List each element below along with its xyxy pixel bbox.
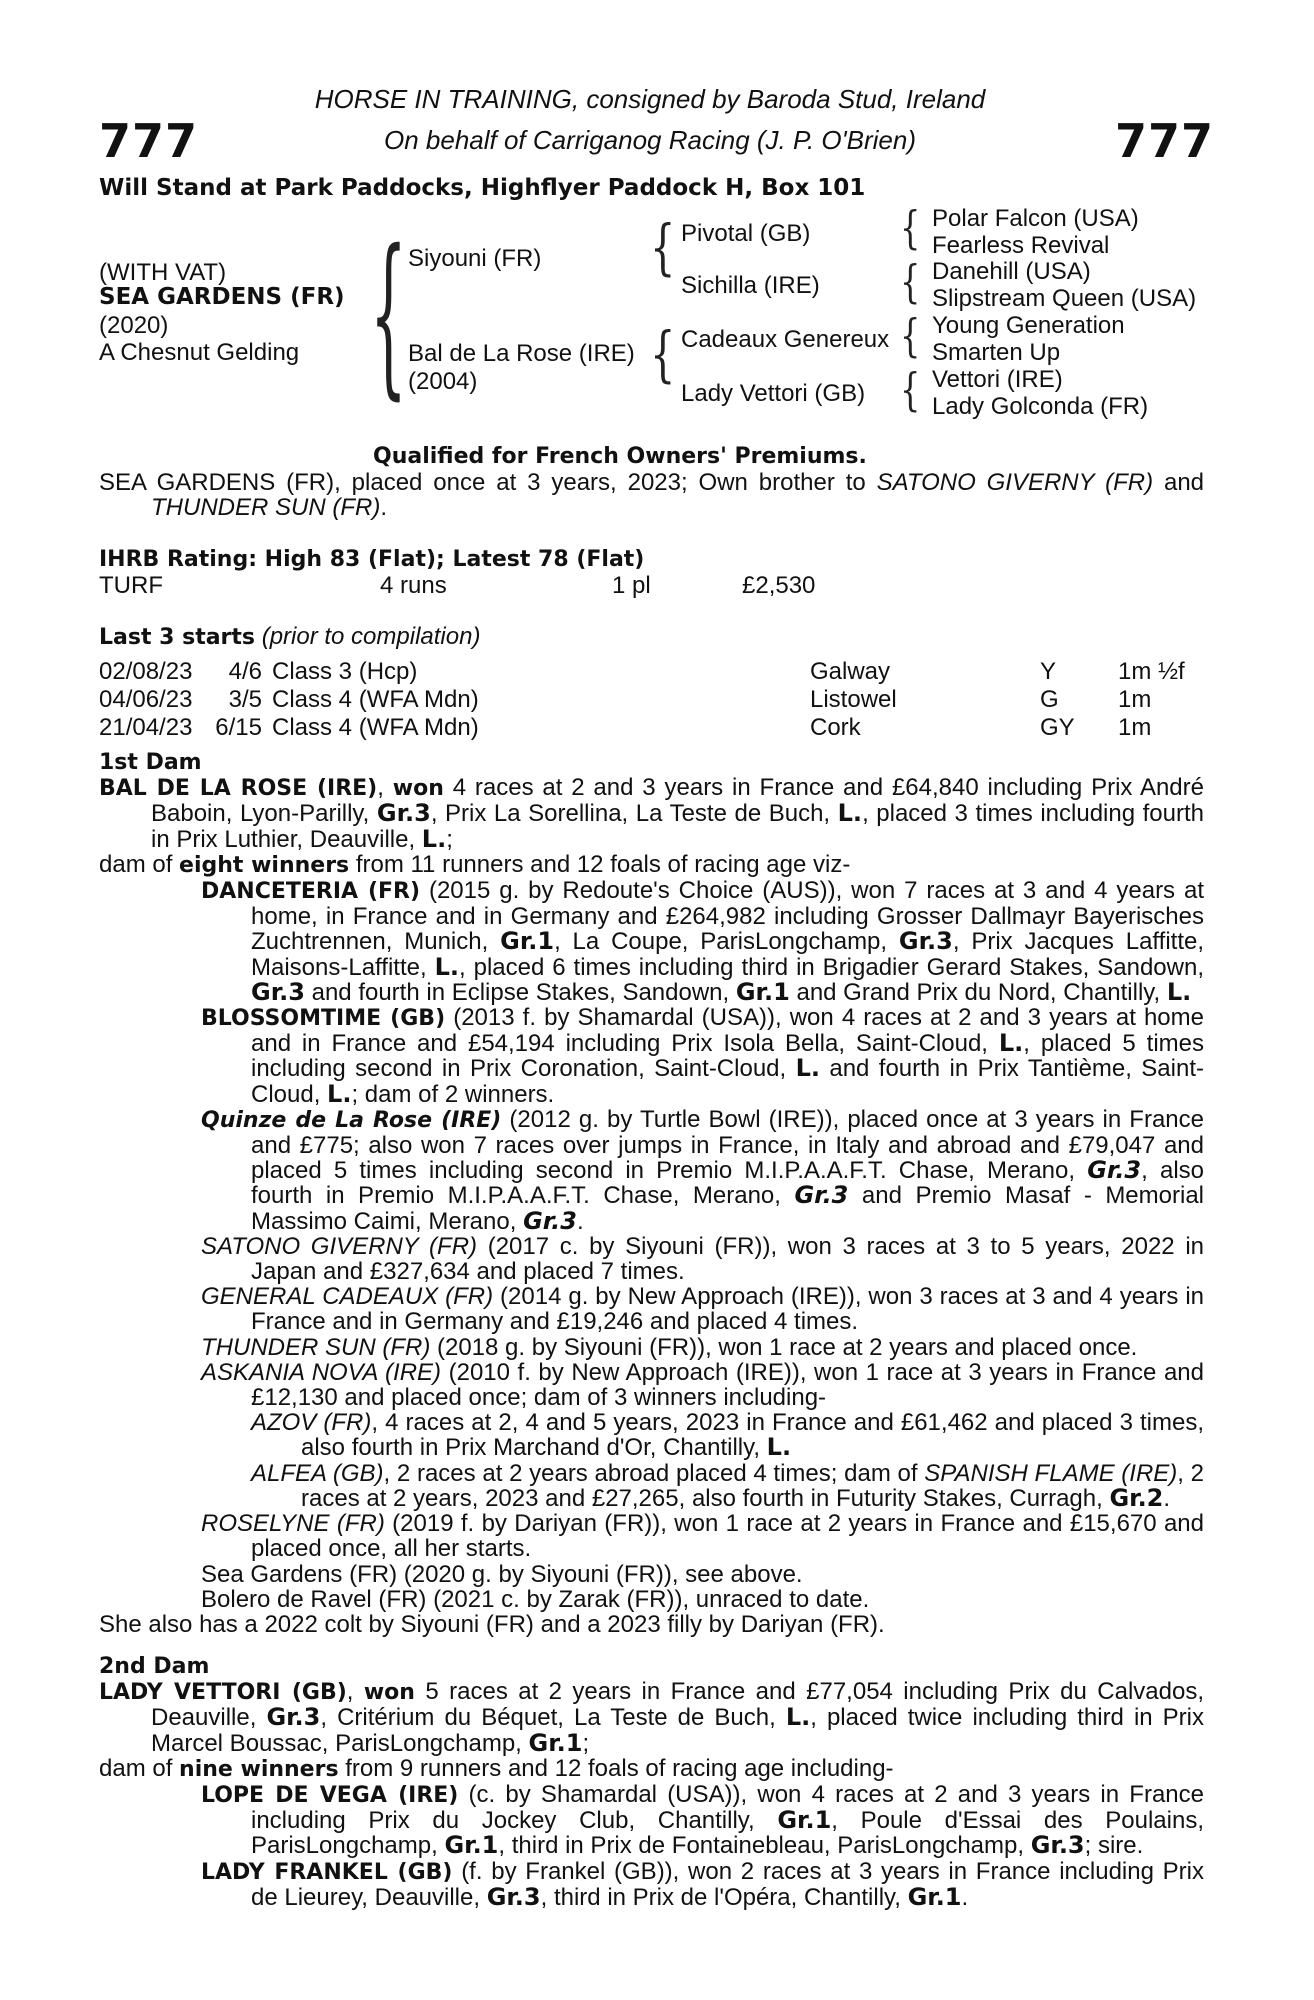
first-dam-won: won (392, 776, 444, 802)
start-date: 04/06/23 (99, 686, 193, 713)
grade-label: Gr.3 (251, 977, 305, 1006)
pedigree-sdd: Slipstream Queen (USA) (932, 285, 1197, 312)
summary-end: . (380, 494, 387, 522)
progeny-lady-frankel (99, 1859, 1204, 1910)
listed-label: L. (837, 799, 863, 828)
grade-label: Gr.3 (898, 927, 953, 956)
start-position: 3/5 (228, 686, 262, 713)
pedigree-brace-ds: { (900, 309, 921, 363)
pedigree-sds: Danehill (USA) (932, 258, 1091, 285)
horse-year: (2020) (99, 312, 169, 339)
lot-number-right: 777 (1115, 114, 1215, 168)
lot-number-left: 777 (99, 114, 199, 168)
horse-name: SEA GARDENS (FR) (99, 284, 345, 310)
pedigree-dam-dam: Lady Vettori (GB) (681, 380, 866, 407)
start-distance: 1m (1118, 686, 1152, 713)
text-run: , 2 races at 2 years abroad placed 4 times; dam of (383, 1459, 925, 1487)
rating-runs: 4 runs (380, 572, 447, 599)
pedigree-brace-sd: { (900, 255, 921, 309)
summary-text: SEA GARDENS (FR), placed once at 3 years, 2023; Own brother to (99, 469, 877, 496)
behalf-line: On behalf of Carriganog Racing (J. P. O'Brien) (384, 125, 916, 155)
summary-paragraph (99, 470, 1204, 520)
start-course: Listowel (810, 686, 897, 713)
text-run: , placed 3 times including fourth in Prix Luthier, Deauville, (151, 800, 1204, 853)
grade-label: Gr.1 (528, 1728, 583, 1757)
text-run: dam of (99, 1754, 180, 1782)
grade-label: Gr.1 (500, 927, 555, 956)
first-dam-heading: 1st Dam (99, 750, 202, 775)
last-starts-note: (prior to compilation) (261, 623, 481, 650)
listed-label: L. (434, 952, 459, 981)
text-run: , 2 races at 2 years, 2023 and £27,265, also fourth in Futurity Stakes, Curragh, (301, 1459, 1205, 1512)
text-run: from 9 runners and 12 foals of racing age including- (338, 1754, 894, 1782)
progeny-roselyne (99, 1511, 1204, 1561)
text-run: , 4 races at 2, 4 and 5 years, 2023 in France and £61,462 and placed 3 times, also fourth in Prix Marchand d'Or, Chantilly, (301, 1409, 1204, 1462)
text-run: 5 races at 2 years in France and £77,054 including Prix du Calvados, Deauville, (151, 1678, 1204, 1732)
second-dam-won: won (363, 1680, 415, 1706)
text-run: (2014 g. by New Approach (IRE)), won 3 races at 3 and 4 years in France and in Germany and £19,246 and placed 4 times. (251, 1283, 1204, 1336)
pedigree-brace-dd: { (900, 363, 921, 417)
start-course: Cork (810, 714, 861, 741)
listed-label: L. (785, 1703, 811, 1732)
progeny-name: SPANISH FLAME (IRE) (924, 1459, 1178, 1487)
pedigree-dam: Bal de La Rose (IRE) (408, 340, 635, 367)
listed-label: L. (327, 1079, 352, 1108)
text-run: and fourth in Prix Tantième, Saint-Cloud, (251, 1055, 1204, 1108)
grade-label: Gr.1 (907, 1882, 962, 1911)
text-run: (2017 c. by Siyouni (FR)), won 3 races at 3 to 5 years, 2022 in Japan and £327,634 and placed 7 times. (251, 1232, 1205, 1286)
pedigree-dam-sire: Cadeaux Genereux (681, 326, 890, 353)
horse-description: A Chesnut Gelding (99, 339, 300, 366)
start-date: 21/04/23 (99, 714, 193, 741)
start-course: Galway (810, 658, 891, 685)
second-dam-name: LADY VETTORI (GB) (99, 1680, 347, 1706)
text-run: (2019 f. by Dariyan (FR)), won 1 race at 2 years in France and £15,670 and placed once, all her starts. (251, 1510, 1204, 1563)
listed-label: L. (1166, 977, 1192, 1006)
rating-earnings: £2,530 (742, 572, 816, 599)
first-dam-also: She also has a 2022 colt by Siyouni (FR) and a 2023 filly by Dariyan (FR). (99, 1610, 885, 1638)
premiums-note: Qualified for French Owners' Premiums. (373, 444, 867, 469)
progeny-thunder (99, 1335, 1204, 1360)
text-run: dam of (99, 850, 180, 878)
text-run: , third in Prix de Fontainebleau, ParisLongchamp, (498, 1832, 1031, 1860)
first-dam-dam-of (99, 852, 1204, 878)
pedigree-brace-dam: { (650, 320, 676, 390)
grade-label: Gr.3 (523, 1206, 577, 1235)
grade-label: Gr.3 (1030, 1831, 1085, 1860)
text-run: ; (582, 1729, 590, 1757)
text-run: . (961, 1883, 969, 1911)
progeny-askania (99, 1360, 1204, 1410)
text-run: (2015 g. by Redoute's Choice (AUS)), won 7 races at 3 and 4 years at home, in France and in Germany and £264,982 including Grosser Dallmayr Bayerisches Zuchtrennen, Munich, (251, 877, 1204, 956)
progeny-name: AZOV (FR) (251, 1409, 372, 1437)
text-run: and Premio Masaf - Memorial Massimo Caimi, Merano, (251, 1182, 1205, 1235)
winners-count: eight winners (179, 852, 350, 878)
text-run: ; sire. (1084, 1832, 1144, 1860)
progeny-name: ROSELYNE (FR) (201, 1510, 385, 1538)
text-run: , placed 6 times including third in Brigadier Gerard Stakes, Sandown, (459, 953, 1205, 981)
listed-label: L. (998, 1029, 1024, 1058)
start-going: GY (1040, 714, 1075, 741)
pedigree-brace-sire: { (650, 213, 676, 283)
progeny-name: SATONO GIVERNY (FR) (201, 1232, 478, 1260)
grade-label: Gr.3 (1087, 1156, 1142, 1185)
text-run: . (1163, 1484, 1171, 1512)
progeny-name: LOPE DE VEGA (IRE) (201, 1783, 459, 1809)
start-going: Y (1040, 658, 1057, 685)
text-run: from 11 runners and 12 foals of racing age viz- (349, 850, 851, 878)
pedigree-sire-dam: Sichilla (IRE) (681, 272, 820, 299)
vat-note: (WITH VAT) (99, 259, 227, 286)
text-run: (2010 f. by New Approach (IRE)), won 1 race at 3 years in France and £12,130 and placed once; dam of 3 winners including- (251, 1358, 1204, 1412)
progeny-name: DANCETERIA (FR) (201, 879, 421, 905)
table-row (99, 686, 1185, 714)
text-run: and Grand Prix du Nord, Chantilly, (789, 978, 1167, 1006)
grade-label: Gr.3 (266, 1703, 321, 1732)
sibling-thunder: THUNDER SUN (FR) (151, 494, 381, 522)
progeny-danceteria (99, 878, 1204, 1005)
text-run: (2012 g. by Turtle Bowl (IRE)), placed once at 3 years in France and £775; also won 7 races over jumps in France, in Italy and abroad and £79,047 and placed 5 times including second in Premio M.I.P.A.A.F.T. Chase, Merano, (251, 1105, 1204, 1185)
text-run: (f. by Frankel (GB)), won 2 races at 3 years in France including Prix de Lieurey, Deauville, (251, 1857, 1204, 1911)
table-row (99, 714, 1185, 742)
start-class: Class 4 (WFA Mdn) (272, 714, 479, 741)
rating-placed: 1 pl (612, 572, 651, 599)
grandprogeny-azov (99, 1410, 1204, 1460)
start-class: Class 3 (Hcp) (272, 658, 418, 685)
text-run: 4 races at 2 and 3 years in France and £64,840 including Prix André Baboin, Lyon-Parilly, (151, 774, 1204, 828)
text-run: (2018 g. by Siyouni (FR)), won 1 race at 2 years and placed once. (430, 1333, 1138, 1361)
progeny-bolero: Bolero de Ravel (FR) (2021 c. by Zarak (FR)), unraced to date. (201, 1585, 870, 1613)
progeny-name: LADY FRANKEL (GB) (201, 1859, 453, 1885)
listed-label: L. (795, 1054, 820, 1083)
rating-surface: TURF (99, 572, 163, 599)
pedigree-ssd: Fearless Revival (932, 232, 1110, 259)
text-run: (2013 f. by Shamardal (USA)), won 4 races at 2 and 3 years at home and in France and £54,194 including Prix Isola Bella, Saint-Cloud, (251, 1004, 1204, 1058)
text-run: (c. by Shamardal (USA)), won 4 races at 2 and 3 years in France including Prix du Jockey Club, Chantilly, (251, 1781, 1204, 1835)
listed-label: L. (421, 824, 447, 853)
start-distance: 1m (1118, 714, 1152, 741)
grade-label: Gr.2 (1109, 1483, 1164, 1512)
winners-count: nine winners (179, 1756, 339, 1782)
second-dam-heading: 2nd Dam (99, 1654, 210, 1679)
progeny-name: THUNDER SUN (FR) (201, 1333, 431, 1361)
progeny-satono (99, 1234, 1204, 1284)
progeny-name: GENERAL CADEAUX (FR) (201, 1283, 494, 1311)
text-run: . (577, 1207, 584, 1235)
grade-label: Gr.3 (376, 799, 431, 828)
start-position: 6/15 (215, 714, 262, 741)
progeny-name: Quinze de La Rose (IRE) (201, 1107, 502, 1133)
text-run: , also fourth in Premio M.I.P.A.A.F.T. Chase, Merano, (251, 1157, 1204, 1210)
pedigree-dds: Vettori (IRE) (932, 366, 1063, 393)
pedigree-dss: Young Generation (932, 312, 1125, 339)
table-row (99, 658, 1185, 686)
first-dam-name: BAL DE LA ROSE (IRE) (99, 776, 378, 802)
grade-label: Gr.3 (794, 1181, 849, 1210)
second-dam-section (99, 1654, 1204, 1910)
text-run: , Prix La Sorellina, La Teste de Buch, (430, 800, 838, 828)
summary-and: and (1163, 469, 1205, 496)
grandprogeny-alfea (99, 1461, 1204, 1511)
text-run: ; dam of 2 winners. (351, 1080, 555, 1108)
progeny-sea-gardens: Sea Gardens (FR) (2020 g. by Siyouni (FR)), see above. (201, 1560, 803, 1588)
grade-label: Gr.1 (444, 1831, 499, 1860)
progeny-blossomtime (99, 1005, 1204, 1107)
progeny-lope-de-vega (99, 1782, 1204, 1859)
start-date: 02/08/23 (99, 658, 193, 685)
progeny-quinze (99, 1107, 1204, 1234)
pedigree-dsd: Smarten Up (932, 339, 1061, 366)
last-starts-title: Last 3 starts (99, 625, 256, 650)
text-run: , Poule d'Essai des Poulains, ParisLongchamp, (251, 1807, 1204, 1860)
text-run: , Critérium du Béquet, La Teste de Buch, (320, 1704, 786, 1732)
progeny-name: ASKANIA NOVA (IRE) (201, 1358, 442, 1386)
start-position: 4/6 (228, 658, 262, 685)
last-starts-heading (99, 623, 480, 651)
progeny-general (99, 1284, 1204, 1334)
start-class: Class 4 (WFA Mdn) (272, 686, 479, 713)
consignor-line: HORSE IN TRAINING, consigned by Baroda Stud, Ireland (314, 84, 986, 114)
pedigree-dam-year: (2004) (408, 368, 478, 395)
last-starts-table (99, 658, 1185, 742)
pedigree-brace-main: { (370, 212, 407, 416)
start-distance: 1m ½f (1118, 658, 1185, 685)
second-dam-dam-of (99, 1756, 1204, 1782)
text-run: and fourth in Eclipse Stakes, Sandown, (304, 978, 736, 1006)
pedigree-sss: Polar Falcon (USA) (932, 205, 1139, 232)
grade-label: Gr.1 (735, 977, 790, 1006)
start-going: G (1040, 686, 1059, 713)
text-run: ; (446, 825, 453, 853)
summary-block (99, 470, 1204, 520)
text-run: , third in Prix de l'Opéra, Chantilly, (540, 1883, 908, 1911)
sibling-satono: SATONO GIVERNY (FR) (876, 469, 1154, 496)
pedigree-ddd: Lady Golconda (FR) (932, 393, 1149, 420)
progeny-name: BLOSSOMTIME (GB) (201, 1006, 446, 1032)
text-run: , placed twice including third in Prix Marcel Boussac, ParisLongchamp, (151, 1704, 1204, 1757)
text-run: , La Coupe, ParisLongchamp, (554, 928, 899, 956)
text-run: , Prix Jacques Laffitte, Maisons-Laffitte, (251, 928, 1204, 981)
progeny-name: ALFEA (GB) (251, 1459, 384, 1487)
second-dam-paragraph: LADY VETTORI (GB), won 5 races at 2 years in France and £77,054 including Prix du Calvados, Deauville, Gr.3, Critérium du Béquet, La Teste de Buch, L., placed twice including third in Prix Marcel Boussac, ParisLongchamp, Gr.1; (99, 1678, 1204, 1757)
grade-label: Gr.1 (777, 1806, 832, 1835)
pedigree-sire-sire: Pivotal (GB) (681, 220, 811, 247)
grade-label: Gr.3 (486, 1882, 541, 1911)
text-run: , placed 5 times including second in Prix Coronation, Saint-Cloud, (251, 1030, 1204, 1083)
listed-label: L. (766, 1433, 792, 1462)
rating-title: IHRB Rating: High 83 (Flat); Latest 78 (Flat) (99, 547, 645, 572)
pedigree-sire: Siyouni (FR) (408, 245, 542, 272)
first-dam-section (99, 750, 1204, 1637)
stand-location: Will Stand at Park Paddocks, Highflyer Paddock H, Box 101 (99, 175, 866, 201)
first-dam-paragraph: BAL DE LA ROSE (IRE), won 4 races at 2 and 3 years in France and £64,840 including Prix André Baboin, Lyon-Parilly, Gr.3, Prix La Sorellina, La Teste de Buch, L., placed 3 times including fourth in Prix Luthier, Deauville, L.; (99, 774, 1204, 853)
pedigree-brace-ss: { (900, 201, 921, 255)
